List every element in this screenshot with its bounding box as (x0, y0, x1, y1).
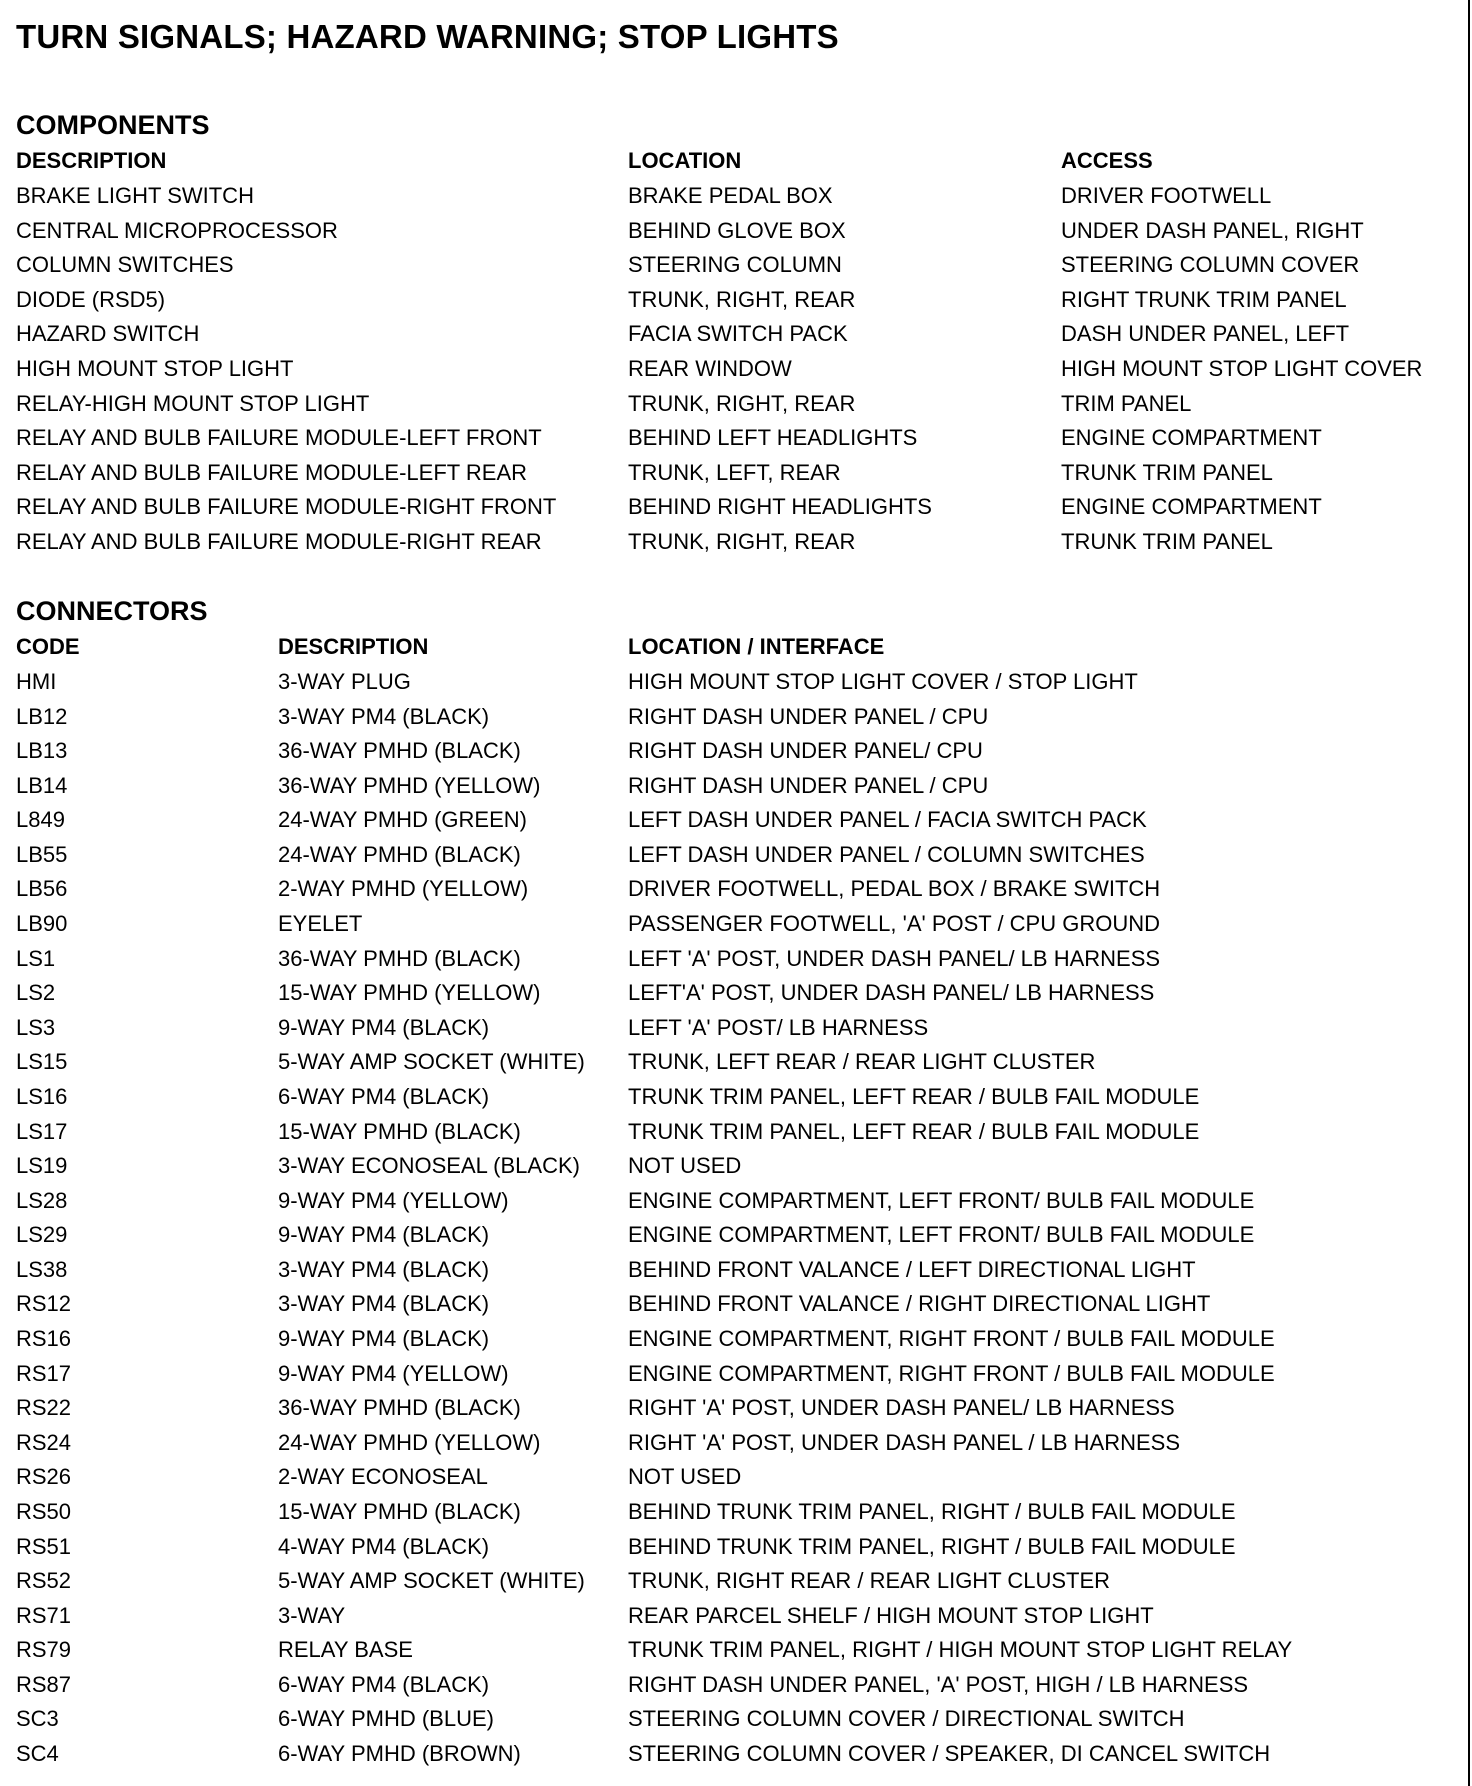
connectors-description-cell: 3-WAY PLUG (278, 669, 411, 694)
connectors-code-cell: SC4 (16, 1740, 59, 1766)
components-header-location: LOCATION (628, 148, 742, 173)
connectors-location-cell: TRUNK, LEFT REAR / REAR LIGHT CLUSTER (628, 1049, 1096, 1075)
components-description-cell: DIODE (RSD5) (16, 286, 166, 312)
connectors-row (0, 1430, 1460, 1465)
connectors-code-cell: LS29 (16, 1222, 68, 1248)
components-access-cell: ENGINE COMPARTMENT (1061, 494, 1322, 520)
components-description-cell: COLUMN SWITCHES (16, 252, 234, 278)
connectors-row (0, 1603, 1460, 1638)
connectors-code-cell: RS87 (16, 1671, 72, 1697)
components-description-cell: RELAY AND BULB FAILURE MODULE-LEFT FRONT (16, 425, 542, 451)
connectors-row (0, 1015, 1460, 1050)
connectors-description-cell: 6-WAY PMHD (BLUE) (278, 1706, 494, 1732)
connectors-row (0, 1291, 1460, 1326)
components-access-cell: TRIM PANEL (1061, 390, 1192, 416)
connectors-code-cell: LS2 (16, 980, 56, 1006)
connectors-row (0, 1257, 1460, 1292)
connectors-location-cell: DRIVER FOOTWELL, PEDAL BOX / BRAKE SWITCH (628, 876, 1161, 902)
components-access-cell: DASH UNDER PANEL, LEFT (1061, 321, 1350, 347)
connectors-description-cell: 3-WAY PM4 (BLACK) (278, 1256, 490, 1282)
connectors-row (0, 1741, 1460, 1776)
connectors-row (0, 1637, 1460, 1672)
components-location-cell: TRUNK, RIGHT, REAR (628, 529, 856, 554)
components-description-cell: HIGH MOUNT STOP LIGHT (16, 356, 294, 381)
connectors-location-cell: ENGINE COMPARTMENT, LEFT FRONT/ BULB FAIL MODULE (628, 1222, 1255, 1248)
connectors-code-cell: L849 (16, 807, 65, 833)
connectors-description-cell: 9-WAY PM4 (YELLOW) (278, 1360, 509, 1386)
connectors-header-description: DESCRIPTION (278, 634, 429, 659)
connectors-location-cell: LEFT 'A' POST/ LB HARNESS (628, 1014, 929, 1040)
connectors-description-cell: 24-WAY PMHD (BLACK) (278, 841, 521, 867)
connectors-description-cell: RELAY BASE (278, 1637, 413, 1663)
connectors-location-cell: REAR PARCEL SHELF / HIGH MOUNT STOP LIGHT (628, 1602, 1154, 1628)
connectors-description-cell: 9-WAY PM4 (BLACK) (278, 1014, 490, 1040)
connectors-row (0, 1049, 1460, 1084)
connectors-description-cell: 6-WAY PM4 (BLACK) (278, 1083, 490, 1109)
connectors-code-cell: LS28 (16, 1187, 68, 1213)
connectors-description-cell: 24-WAY PMHD (YELLOW) (278, 1429, 541, 1455)
connectors-code-cell: RS16 (16, 1326, 72, 1352)
connectors-location-cell: RIGHT DASH UNDER PANEL / CPU (628, 703, 989, 729)
components-row (0, 287, 1460, 322)
components-access-cell: UNDER DASH PANEL, RIGHT (1061, 217, 1364, 243)
connectors-location-cell: NOT USED (628, 1153, 742, 1179)
connectors-description-cell: 36-WAY PMHD (BLACK) (278, 1395, 521, 1421)
connectors-location-cell: RIGHT DASH UNDER PANEL, 'A' POST, HIGH / LB HARNESS (628, 1671, 1249, 1697)
components-header-access: ACCESS (1061, 148, 1153, 173)
connectors-code-cell: LS3 (16, 1014, 56, 1040)
components-description-cell: HAZARD SWITCH (16, 321, 200, 347)
components-access-cell: STEERING COLUMN COVER (1061, 252, 1360, 278)
connectors-code-cell: RS52 (16, 1568, 72, 1594)
components-header-description: DESCRIPTION (16, 148, 167, 173)
components-access-cell: TRUNK TRIM PANEL (1061, 459, 1273, 485)
connectors-row (0, 1084, 1460, 1119)
connectors-description-cell: 2-WAY PMHD (YELLOW) (278, 876, 529, 902)
connectors-code-cell: LB56 (16, 876, 68, 902)
connectors-location-cell: BEHIND FRONT VALANCE / LEFT DIRECTIONAL LIGHT (628, 1256, 1196, 1282)
connectors-row (0, 738, 1460, 773)
components-row (0, 321, 1460, 356)
components-description-cell: RELAY AND BULB FAILURE MODULE-RIGHT FRONT (16, 494, 557, 520)
components-row (0, 460, 1460, 495)
connectors-code-cell: RS17 (16, 1360, 72, 1386)
connectors-code-cell: RS22 (16, 1395, 72, 1421)
components-location-cell: TRUNK, RIGHT, REAR (628, 390, 856, 416)
connectors-code-cell: LB14 (16, 772, 68, 798)
page-title: TURN SIGNALS; HAZARD WARNING; STOP LIGHTS (16, 18, 839, 55)
components-location-cell: REAR WINDOW (628, 356, 792, 381)
connectors-description-cell: 2-WAY ECONOSEAL (278, 1464, 488, 1490)
connectors-row (0, 1188, 1460, 1223)
components-row (0, 218, 1460, 253)
connectors-row (0, 1499, 1460, 1534)
connectors-location-cell: TRUNK TRIM PANEL, RIGHT / HIGH MOUNT STOP LIGHT RELAY (628, 1637, 1293, 1663)
connectors-description-cell: 5-WAY AMP SOCKET (WHITE) (278, 1049, 585, 1075)
connectors-row (0, 704, 1460, 739)
connectors-description-cell: 15-WAY PMHD (YELLOW) (278, 980, 541, 1006)
connectors-description-cell: 3-WAY ECONOSEAL (BLACK) (278, 1153, 580, 1179)
connectors-row (0, 1153, 1460, 1188)
connectors-code-cell: LB12 (16, 703, 68, 729)
connectors-code-cell: LB90 (16, 911, 68, 937)
connectors-location-cell: ENGINE COMPARTMENT, LEFT FRONT/ BULB FAIL MODULE (628, 1187, 1255, 1213)
connectors-description-cell: 5-WAY AMP SOCKET (WHITE) (278, 1568, 585, 1594)
connectors-location-cell: RIGHT DASH UNDER PANEL / CPU (628, 772, 989, 798)
connectors-description-cell: 3-WAY (278, 1602, 346, 1628)
connectors-description-cell: 9-WAY PM4 (BLACK) (278, 1222, 490, 1248)
components-row (0, 494, 1460, 529)
connectors-row (0, 876, 1460, 911)
connectors-description-cell: 4-WAY PM4 (BLACK) (278, 1533, 490, 1559)
components-access-cell: ENGINE COMPARTMENT (1061, 425, 1322, 451)
connectors-code-cell: LB55 (16, 841, 68, 867)
connectors-row (0, 842, 1460, 877)
connectors-row (0, 1222, 1460, 1257)
connectors-location-cell: TRUNK, RIGHT REAR / REAR LIGHT CLUSTER (628, 1568, 1111, 1594)
connectors-row (0, 980, 1460, 1015)
connectors-row (0, 1395, 1460, 1430)
connectors-header-code: CODE (16, 634, 80, 659)
components-row (0, 391, 1460, 426)
components-description-cell: RELAY AND BULB FAILURE MODULE-LEFT REAR (16, 459, 528, 485)
components-location-cell: TRUNK, RIGHT, REAR (628, 286, 856, 312)
components-location-cell: BRAKE PEDAL BOX (628, 183, 833, 208)
connectors-location-cell: ENGINE COMPARTMENT, RIGHT FRONT / BULB FAIL MODULE (628, 1326, 1275, 1352)
components-access-cell: RIGHT TRUNK TRIM PANEL (1061, 286, 1347, 312)
connectors-location-cell: HIGH MOUNT STOP LIGHT COVER / STOP LIGHT (628, 669, 1138, 694)
connectors-location-cell: STEERING COLUMN COVER / DIRECTIONAL SWITCH (628, 1706, 1185, 1732)
connectors-row (0, 1534, 1460, 1569)
connectors-location-cell: LEFT'A' POST, UNDER DASH PANEL/ LB HARNESS (628, 980, 1155, 1006)
connectors-location-cell: TRUNK TRIM PANEL, LEFT REAR / BULB FAIL MODULE (628, 1118, 1200, 1144)
components-location-cell: TRUNK, LEFT, REAR (628, 459, 841, 485)
connectors-row (0, 807, 1460, 842)
connectors-row (0, 911, 1460, 946)
connectors-description-cell: 15-WAY PMHD (BLACK) (278, 1118, 521, 1144)
connectors-location-cell: RIGHT 'A' POST, UNDER DASH PANEL / LB HARNESS (628, 1429, 1181, 1455)
connectors-code-cell: LB13 (16, 738, 68, 764)
connectors-location-cell: BEHIND FRONT VALANCE / RIGHT DIRECTIONAL LIGHT (628, 1291, 1211, 1317)
components-description-cell: RELAY-HIGH MOUNT STOP LIGHT (16, 390, 370, 416)
connectors-code-cell: LS19 (16, 1153, 68, 1179)
connectors-location-cell: LEFT 'A' POST, UNDER DASH PANEL/ LB HARNESS (628, 945, 1161, 971)
connectors-location-cell: BEHIND TRUNK TRIM PANEL, RIGHT / BULB FAIL MODULE (628, 1498, 1236, 1524)
connectors-code-cell: RS50 (16, 1498, 72, 1524)
connectors-location-cell: NOT USED (628, 1464, 742, 1490)
components-location-cell: FACIA SWITCH PACK (628, 321, 848, 347)
connectors-code-cell: RS24 (16, 1429, 72, 1455)
components-heading: COMPONENTS (16, 110, 210, 140)
connectors-row (0, 1464, 1460, 1499)
connectors-description-cell: 24-WAY PMHD (GREEN) (278, 807, 527, 833)
connectors-location-cell: ENGINE COMPARTMENT, RIGHT FRONT / BULB FAIL MODULE (628, 1360, 1275, 1386)
connectors-code-cell: RS51 (16, 1533, 72, 1559)
connectors-description-cell: 36-WAY PMHD (BLACK) (278, 945, 521, 971)
connectors-row (0, 1672, 1460, 1707)
connectors-code-cell: RS26 (16, 1464, 72, 1490)
components-location-cell: BEHIND RIGHT HEADLIGHTS (628, 494, 932, 520)
connectors-row (0, 1361, 1460, 1396)
connectors-row (0, 1706, 1460, 1741)
connectors-code-cell: HMI (16, 669, 57, 694)
components-access-cell: DRIVER FOOTWELL (1061, 183, 1272, 208)
connectors-description-cell: 36-WAY PMHD (YELLOW) (278, 772, 541, 798)
components-row (0, 356, 1460, 391)
connectors-description-cell: 6-WAY PM4 (BLACK) (278, 1671, 490, 1697)
connectors-description-cell: 36-WAY PMHD (BLACK) (278, 738, 521, 764)
components-row (0, 425, 1460, 460)
connectors-description-cell: EYELET (278, 911, 363, 937)
components-location-cell: BEHIND GLOVE BOX (628, 217, 846, 243)
connectors-location-cell: RIGHT 'A' POST, UNDER DASH PANEL/ LB HARNESS (628, 1395, 1175, 1421)
components-location-cell: BEHIND LEFT HEADLIGHTS (628, 425, 918, 451)
components-description-cell: CENTRAL MICROPROCESSOR (16, 217, 338, 243)
connectors-location-cell: LEFT DASH UNDER PANEL / FACIA SWITCH PACK (628, 807, 1147, 833)
connectors-code-cell: RS71 (16, 1602, 72, 1628)
connectors-code-cell: SC3 (16, 1706, 59, 1732)
connectors-header-location: LOCATION / INTERFACE (628, 634, 885, 659)
connectors-row (0, 1568, 1460, 1603)
components-access-cell: TRUNK TRIM PANEL (1061, 529, 1273, 554)
connectors-description-cell: 9-WAY PM4 (YELLOW) (278, 1187, 509, 1213)
connectors-row (0, 773, 1460, 808)
connectors-location-cell: BEHIND TRUNK TRIM PANEL, RIGHT / BULB FAIL MODULE (628, 1533, 1236, 1559)
connectors-code-cell: RS79 (16, 1637, 72, 1663)
connectors-row (0, 1119, 1460, 1154)
connectors-description-cell: 3-WAY PM4 (BLACK) (278, 1291, 490, 1317)
connectors-description-cell: 6-WAY PMHD (BROWN) (278, 1740, 521, 1766)
components-row (0, 529, 1460, 564)
components-access-cell: HIGH MOUNT STOP LIGHT COVER (1061, 356, 1423, 381)
connectors-row (0, 1326, 1460, 1361)
connectors-location-cell: STEERING COLUMN COVER / SPEAKER, DI CANCEL SWITCH (628, 1740, 1271, 1766)
connectors-description-cell: 9-WAY PM4 (BLACK) (278, 1326, 490, 1352)
connectors-code-cell: LS15 (16, 1049, 68, 1075)
components-row (0, 183, 1460, 218)
connectors-location-cell: PASSENGER FOOTWELL, 'A' POST / CPU GROUND (628, 911, 1161, 937)
connectors-location-cell: LEFT DASH UNDER PANEL / COLUMN SWITCHES (628, 841, 1145, 867)
components-description-cell: BRAKE LIGHT SWITCH (16, 183, 254, 208)
connectors-row (0, 669, 1460, 704)
connectors-description-cell: 15-WAY PMHD (BLACK) (278, 1498, 521, 1524)
connectors-code-cell: LS38 (16, 1256, 68, 1282)
connectors-code-cell: LS16 (16, 1083, 68, 1109)
connectors-location-cell: RIGHT DASH UNDER PANEL/ CPU (628, 738, 983, 764)
components-location-cell: STEERING COLUMN (628, 252, 842, 278)
connectors-location-cell: TRUNK TRIM PANEL, LEFT REAR / BULB FAIL MODULE (628, 1083, 1200, 1109)
connectors-heading: CONNECTORS (16, 596, 208, 626)
components-row (0, 252, 1460, 287)
connectors-code-cell: LS1 (16, 945, 56, 971)
components-description-cell: RELAY AND BULB FAILURE MODULE-RIGHT REAR (16, 529, 542, 554)
connectors-code-cell: RS12 (16, 1291, 72, 1317)
connectors-row (0, 946, 1460, 981)
connectors-description-cell: 3-WAY PM4 (BLACK) (278, 703, 490, 729)
connectors-code-cell: LS17 (16, 1118, 68, 1144)
